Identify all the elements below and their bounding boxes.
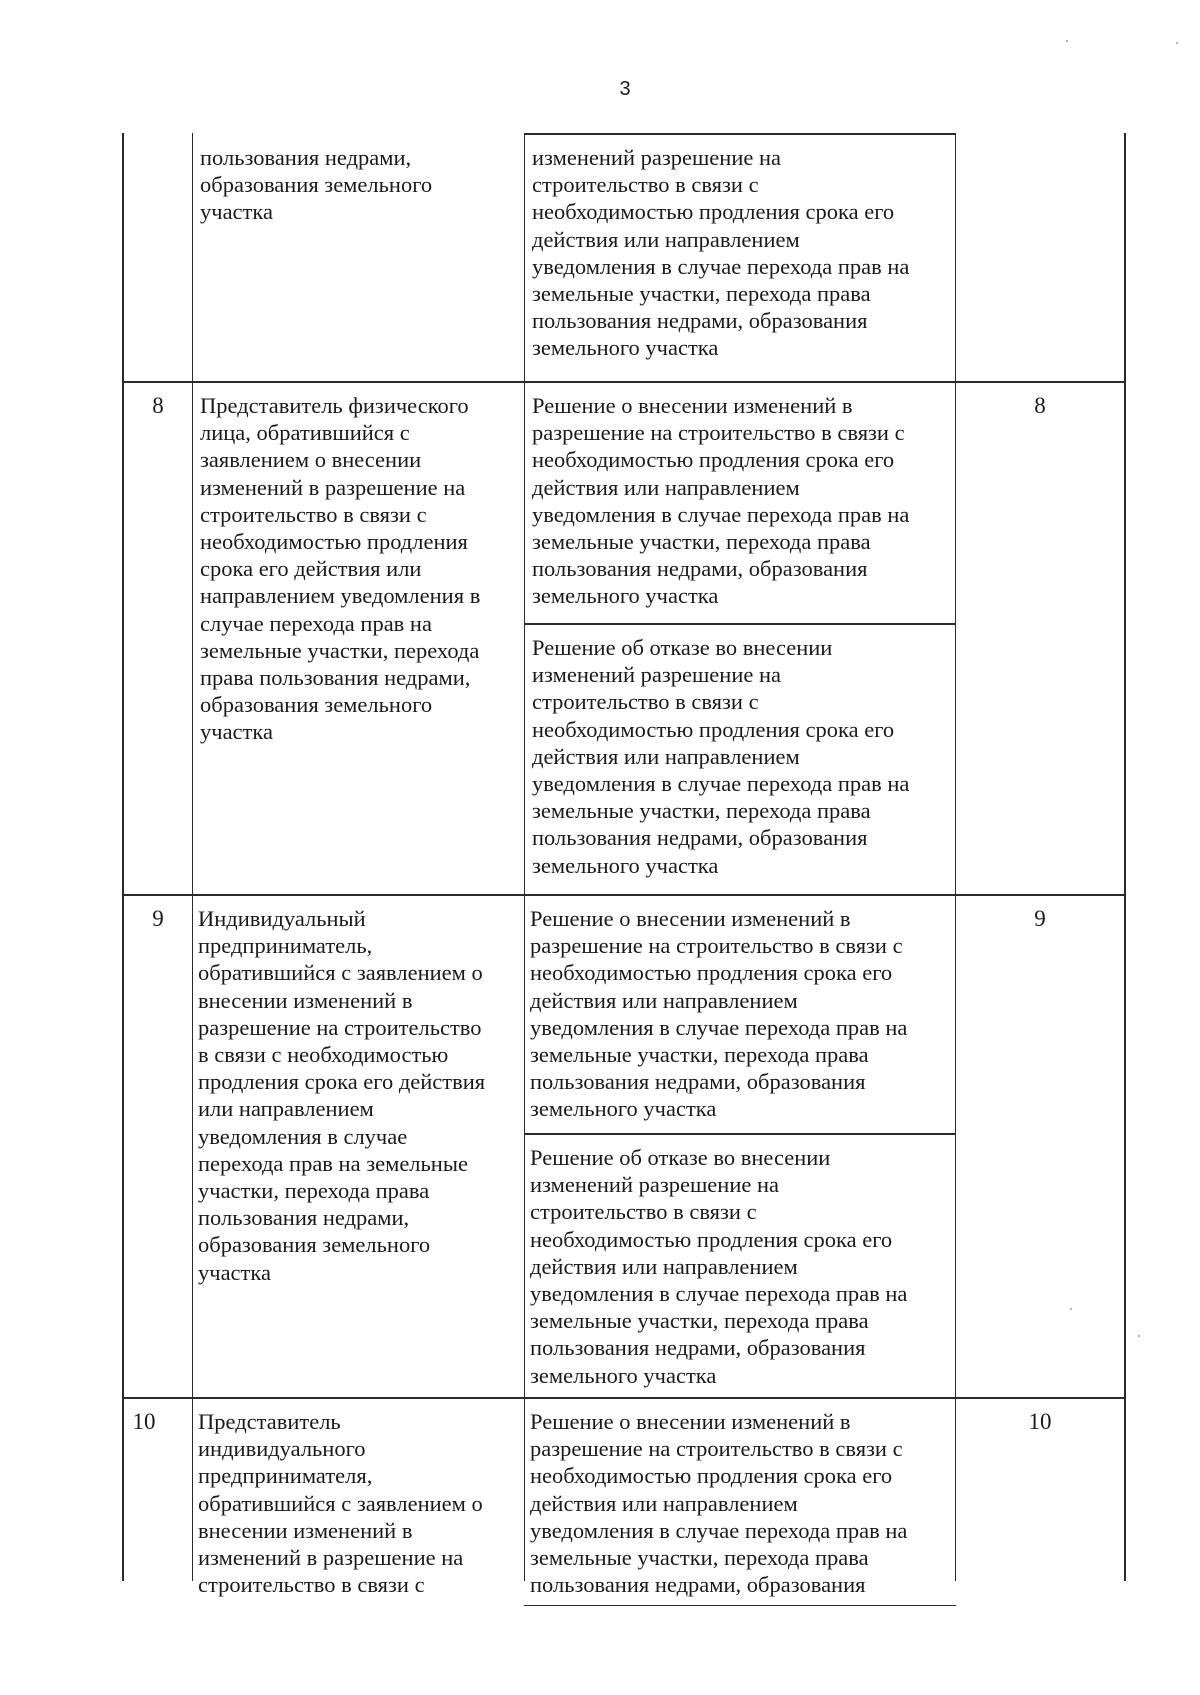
page-number: 3 — [619, 78, 631, 100]
row-number: 9 — [152, 906, 164, 931]
result-cell-bottom-border — [524, 1605, 956, 1606]
scan-speck — [1176, 42, 1178, 44]
applicant-cell: пользования недрами, образования земельного участка — [200, 145, 433, 225]
result-cell: Решение о внесении изменений в разрешение на строительство в связи с необходимостью продления срока его действия или направлением уведомления в случае перехода прав на земельные участки, перехода права пользования недрами, образования земельного участка — [530, 906, 908, 1122]
code-cell: 10 — [1028, 1409, 1052, 1434]
result-cell-top-border — [524, 133, 956, 135]
result-subdivider — [524, 623, 956, 625]
result-cell: изменений разрешение на строительство в связи с необходимостью продления срока его действия или направлением уведомления в случае перехода прав на земельные участки, перехода права пользования недрами, образования земельного участка — [532, 145, 910, 361]
column-divider-applicant — [192, 133, 193, 1581]
code-cell: 9 — [1034, 906, 1046, 931]
scan-speck — [1070, 1308, 1072, 1310]
scan-speck — [1138, 1335, 1140, 1337]
code-cell: 8 — [1034, 393, 1046, 418]
scan-speck — [1066, 40, 1068, 42]
result-cell: Решение об отказе во внесении изменений разрешение на строительство в связи с необходимостью продления срока его действия или направлением уведомления в случае перехода прав на земельные участки, перехода права пользования недрами, образования земельного участка — [532, 635, 910, 878]
applicant-cell: Индивидуальный предприниматель, обратившийся с заявлением о внесении изменений в разрешение на строительство в связи с необходимостью продления срока его действия или направлением уведомления в случае перехода прав на земельные участки, перехода права пользования недрами, образования земельного участка — [198, 906, 486, 1285]
result-cell: Решение об отказе во внесении изменений разрешение на строительство в связи с необходимостью продления срока его действия или направлением уведомления в случае перехода прав на земельные участки, перехода права пользования недрами, образования земельного участка — [530, 1145, 908, 1388]
result-subdivider — [524, 1133, 956, 1135]
table-border-right — [1124, 133, 1126, 1581]
applicant-cell: Представитель индивидуального предпринимателя, обратившийся с заявлением о внесении изменений в изменений в разрешение на строительство в связи с — [198, 1409, 483, 1598]
column-divider-code — [955, 133, 956, 1581]
row-divider — [122, 381, 1126, 383]
row-divider — [122, 894, 1126, 896]
row-divider — [122, 1397, 1126, 1399]
result-cell: Решение о внесении изменений в разрешение на строительство в связи с необходимостью продления срока его действия или направлением уведомления в случае перехода прав на земельные участки, перехода права пользования недрами, образования земельного участка — [532, 393, 910, 609]
result-cell: Решение о внесении изменений в разрешение на строительство в связи с необходимостью продления срока его действия или направлением уведомления в случае перехода прав на земельные участки, перехода права пользования недрами, образования — [530, 1409, 908, 1598]
table-border-left — [122, 133, 124, 1581]
row-number: 8 — [152, 393, 164, 418]
row-number: 10 — [132, 1409, 156, 1434]
column-divider-result — [524, 133, 525, 1581]
applicant-cell: Представитель физического лица, обратившийся с заявлением о внесении изменений в разрешение на строительство в связи с необходимостью продления срока его действия или направлением уведомления в случае перехода прав на земельные участки, перехода права пользования недрами, образования земельного участка — [200, 393, 481, 745]
